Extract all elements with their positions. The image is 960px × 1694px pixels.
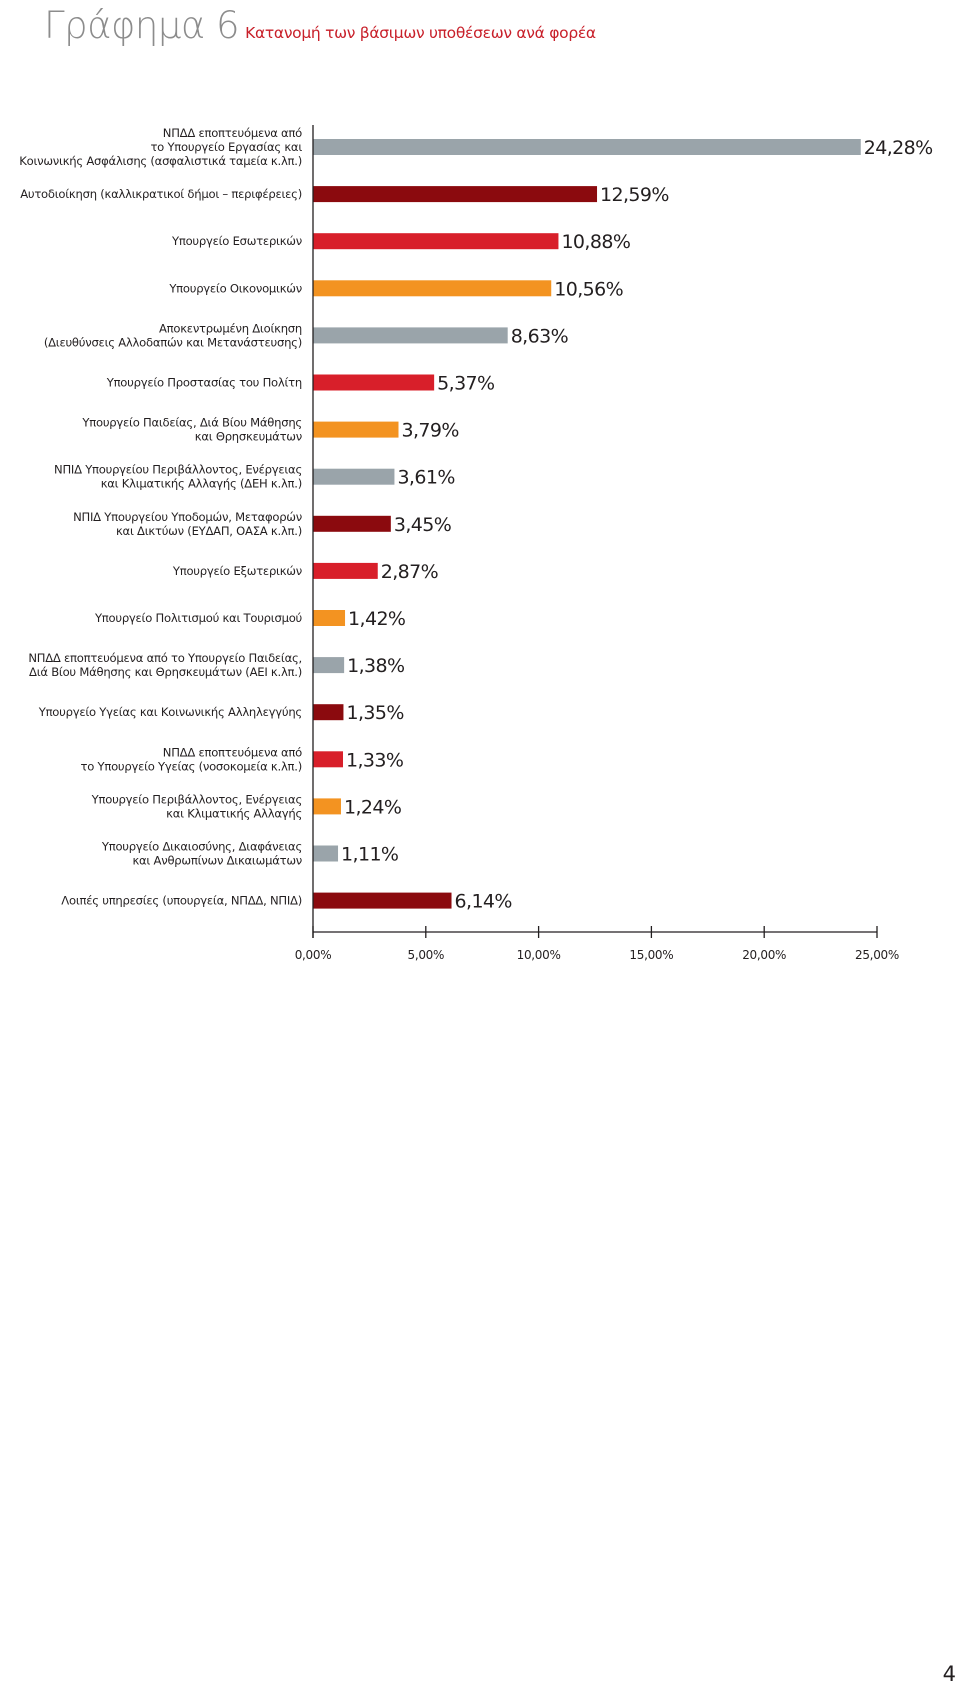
data-label-8: 3,45% xyxy=(393,513,452,536)
x-tick-label-4: 20,00% xyxy=(742,948,787,962)
x-tick-label-0: 0,00% xyxy=(294,948,332,962)
chart-title-sub: Κατανομή των βάσιμων υποθέσεων ανά φορέα xyxy=(245,24,596,42)
category-label-8: ΝΠΙΔ Υπουργείου Υποδομών, Μεταφορών και Δικτύων (ΕΥΔΑΠ, ΟΑΣΑ κ.λπ.) xyxy=(73,509,302,538)
bar-9 xyxy=(313,563,378,579)
bar-7 xyxy=(313,469,394,485)
data-label-14: 1,24% xyxy=(343,796,402,819)
bar-11 xyxy=(313,657,344,673)
bar-8 xyxy=(313,516,391,532)
page-number: 4 xyxy=(942,1662,956,1686)
category-label-4: Αποκεντρωμένη Διοίκηση (Διευθύνσεις Αλλοδαπών και Μετανάστευσης) xyxy=(43,321,302,350)
category-label-6: Υπουργείο Παιδείας, Διά Βίου Μάθησης και Θρησκευμάτων xyxy=(82,415,302,444)
bar-2 xyxy=(313,233,558,249)
bar-12 xyxy=(313,704,343,720)
x-tick-label-3: 15,00% xyxy=(629,948,674,962)
data-label-1: 12,59% xyxy=(600,184,669,207)
category-label-7: ΝΠΙΔ Υπουργείου Περιβάλλοντος, Ενέργειας και Κλιματικής Αλλαγής (ΔΕΗ κ.λπ.) xyxy=(54,462,302,491)
bar-13 xyxy=(313,751,343,767)
data-label-13: 1,33% xyxy=(346,749,404,772)
category-label-11: ΝΠΔΔ εποπτευόμενα από το Υπουργείο Παιδείας, Διά Βίου Μάθησης και Θρησκευμάτων (ΑΕΙ κ.λπ.) xyxy=(28,651,302,680)
data-label-16: 6,14% xyxy=(454,890,512,913)
bar-5 xyxy=(313,375,434,391)
category-label-1: Αυτοδιοίκηση (καλλικρατικοί δήμοι – περιφέρειες) xyxy=(20,187,302,202)
bar-6 xyxy=(313,422,399,438)
x-tick-label-5: 25,00% xyxy=(855,948,899,962)
category-label-0: ΝΠΔΔ εποπτευόμενα από το Υπουργείο Εργασίας και Κοινωνικής Ασφάλισης (ασφαλιστικά ταμεία κ.λπ.) xyxy=(19,126,302,168)
data-label-3: 10,56% xyxy=(554,278,624,301)
category-label-14: Υπουργείο Περιβάλλοντος, Ενέργειας και Κλιματικής Αλλαγής xyxy=(91,792,302,821)
chart-title-main: Γράφημα 6 xyxy=(44,4,240,47)
bar-10 xyxy=(313,610,345,626)
bar-3 xyxy=(313,280,551,296)
x-tick-label-1: 5,00% xyxy=(407,948,445,962)
bar-0 xyxy=(313,139,861,155)
data-label-12: 1,35% xyxy=(346,702,404,725)
category-label-3: Υπουργείο Οικονομικών xyxy=(169,281,302,296)
data-label-9: 2,87% xyxy=(380,560,439,583)
data-label-15: 1,11% xyxy=(341,843,399,866)
data-label-4: 8,63% xyxy=(510,325,569,348)
data-label-2: 10,88% xyxy=(561,231,631,254)
bar-14 xyxy=(313,798,341,814)
category-label-16: Λοιπές υπηρεσίες (υπουργεία, ΝΠΔΔ, ΝΠΙΔ) xyxy=(61,893,302,908)
bar-4 xyxy=(313,327,508,343)
category-label-12: Υπουργείο Υγείας και Κοινωνικής Αλληλεγγύης xyxy=(38,705,302,720)
data-label-5: 5,37% xyxy=(437,372,495,395)
data-label-7: 3,61% xyxy=(397,466,455,489)
bar-16 xyxy=(313,893,452,909)
category-labels-layer xyxy=(19,126,302,908)
category-label-15: Υπουργείο Δικαιοσύνης, Διαφάνειας και Ανθρωπίνων Δικαιωμάτων xyxy=(101,839,302,868)
category-label-13: ΝΠΔΔ εποπτευόμενα από το Υπουργείο Υγείας (νοσοκομεία κ.λπ.) xyxy=(80,745,302,774)
category-label-5: Υπουργείο Προστασίας του Πολίτη xyxy=(106,375,302,390)
data-label-10: 1,42% xyxy=(348,608,406,630)
x-tick-label-2: 10,00% xyxy=(516,948,561,962)
category-label-2: Υπουργείο Εσωτερικών xyxy=(172,234,302,249)
bar-15 xyxy=(313,846,338,862)
bar-1 xyxy=(313,186,597,202)
category-label-9: Υπουργείο Εξωτερικών xyxy=(172,563,302,578)
category-label-10: Υπουργείο Πολιτισμού και Τουρισμού xyxy=(94,611,302,625)
data-label-11: 1,38% xyxy=(347,655,405,678)
data-label-0: 24,28% xyxy=(863,137,933,159)
data-label-6: 3,79% xyxy=(401,419,459,442)
value-labels-layer xyxy=(341,137,933,913)
